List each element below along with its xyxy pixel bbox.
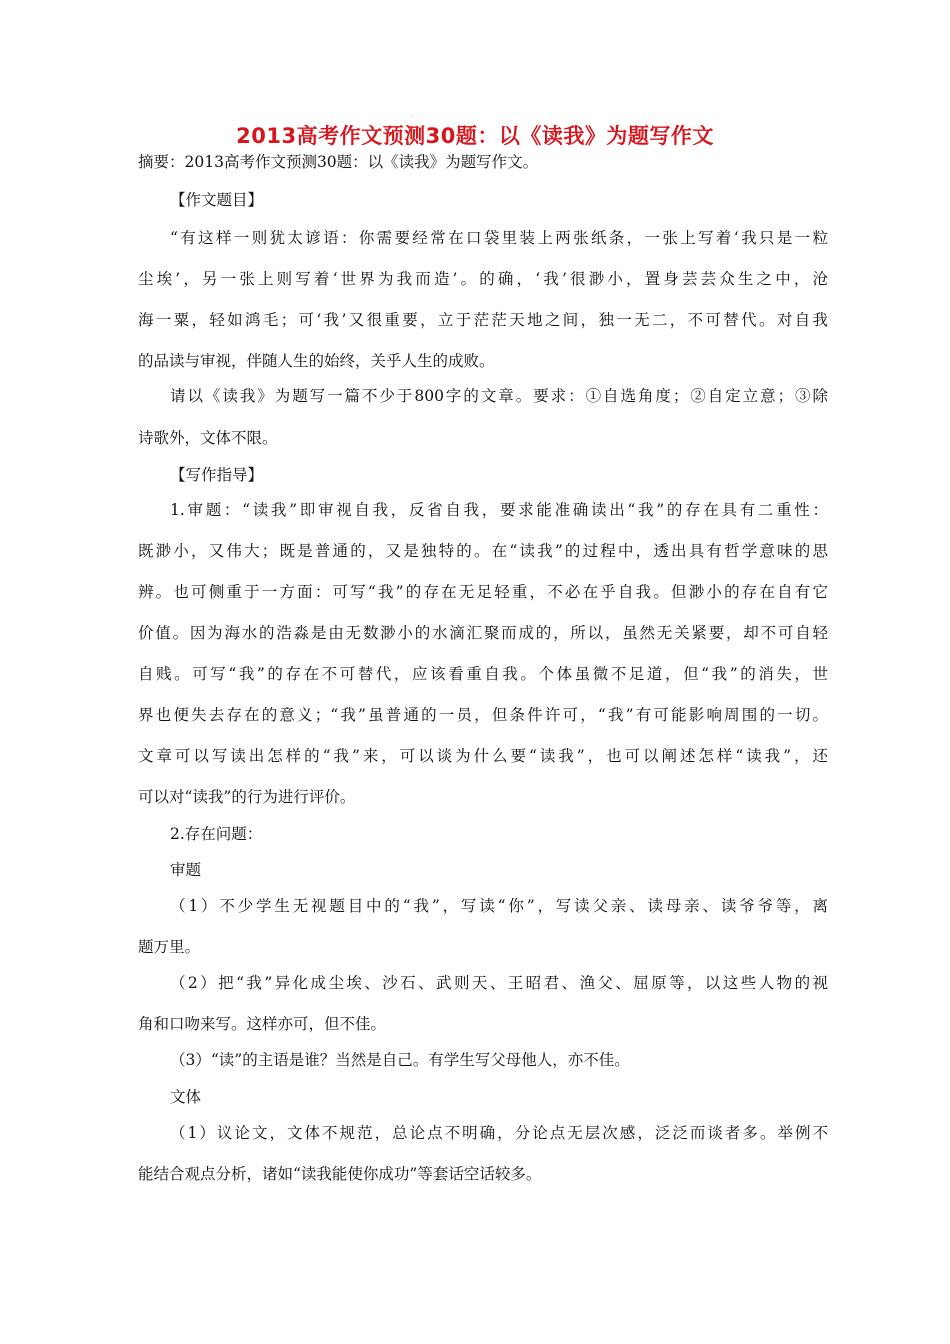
problems-heading: 2.存在问题： xyxy=(170,825,263,843)
guide-line: 既渺小，又伟大；既是普通的，又是独特的。在“读我”的过程中，透出具有哲学意味的思 xyxy=(138,542,828,560)
shenti-line: 角和口吻来写。这样亦可，但不佳。 xyxy=(138,1015,387,1033)
heading-topic: 【作文题目】 xyxy=(170,191,264,209)
subheading-shenti: 审题 xyxy=(170,861,202,879)
guide-line: 文章可以写读出怎样的“我”来，可以谈为什么要“读我”，也可以阐述怎样“读我”，还 xyxy=(138,747,828,765)
summary-text: 摘要：2013高考作文预测30题：以《读我》为题写作文。 xyxy=(138,153,539,171)
requirement-line: 请以《读我》为题写一篇不少于800字的文章。要求：①自选角度；②自定立意；③除 xyxy=(170,387,828,405)
guide-line: 1.审题：“读我”即审视自我，反省自我，要求能准确读出“我”的存在具有二重性： xyxy=(170,501,828,519)
shenti-line: （3）“读”的主语是谁？当然是自己。有学生写父母他人，亦不佳。 xyxy=(170,1051,630,1069)
guide-line: 可以对“读我”的行为进行评价。 xyxy=(138,788,356,806)
wenti-line: （1）议论文，文体不规范，总论点不明确，分论点无层次感，泛泛而谈者多。举例不 xyxy=(170,1124,828,1142)
shenti-line: （2）把“我”异化成尘埃、沙石、武则天、王昭君、渔父、屈原等，以这些人物的视 xyxy=(170,974,828,992)
subheading-wenti: 文体 xyxy=(170,1088,202,1106)
guide-line: 辨。也可侧重于一方面：可写“我”的存在无足轻重，不必在乎自我。但渺小的存在自有它 xyxy=(138,583,828,601)
shenti-line: 题万里。 xyxy=(138,938,201,956)
topic-line: 海一粟，轻如鸿毛；可‘我’又很重要，立于茫茫天地之间，独一无二，不可替代。对自我 xyxy=(138,311,828,329)
heading-guide: 【写作指导】 xyxy=(170,466,264,484)
guide-line: 价值。因为海水的浩淼是由无数渺小的水滴汇聚而成的，所以，虽然无关紧要，却不可自轻 xyxy=(138,624,828,642)
topic-line: 的品读与审视，伴随人生的始终，关乎人生的成败。 xyxy=(138,352,495,370)
requirement-line: 诗歌外，文体不限。 xyxy=(138,429,278,447)
topic-line: 尘埃’，另一张上则写着‘世界为我而造’。的确，‘我’很渺小，置身芸芸众生之中，沧 xyxy=(138,270,828,288)
topic-line: “有这样一则犹太谚语：你需要经常在口袋里装上两张纸条，一张上写着‘我只是一粒 xyxy=(170,229,828,247)
guide-line: 自贱。可写“我”的存在不可替代，应该看重自我。个体虽微不足道，但“我”的消失，世 xyxy=(138,665,828,683)
wenti-line: 能结合观点分析，诸如“读我能使你成功”等套话空话较多。 xyxy=(138,1165,542,1183)
document-title: 2013高考作文预测30题：以《读我》为题写作文 xyxy=(236,124,714,148)
shenti-line: （1）不少学生无视题目中的“我”，写读“你”，写读父亲、读母亲、读爷爷等，离 xyxy=(170,897,828,915)
guide-line: 界也便失去存在的意义；“我”虽普通的一员，但条件许可，“我”有可能影响周围的一切。 xyxy=(138,706,828,724)
